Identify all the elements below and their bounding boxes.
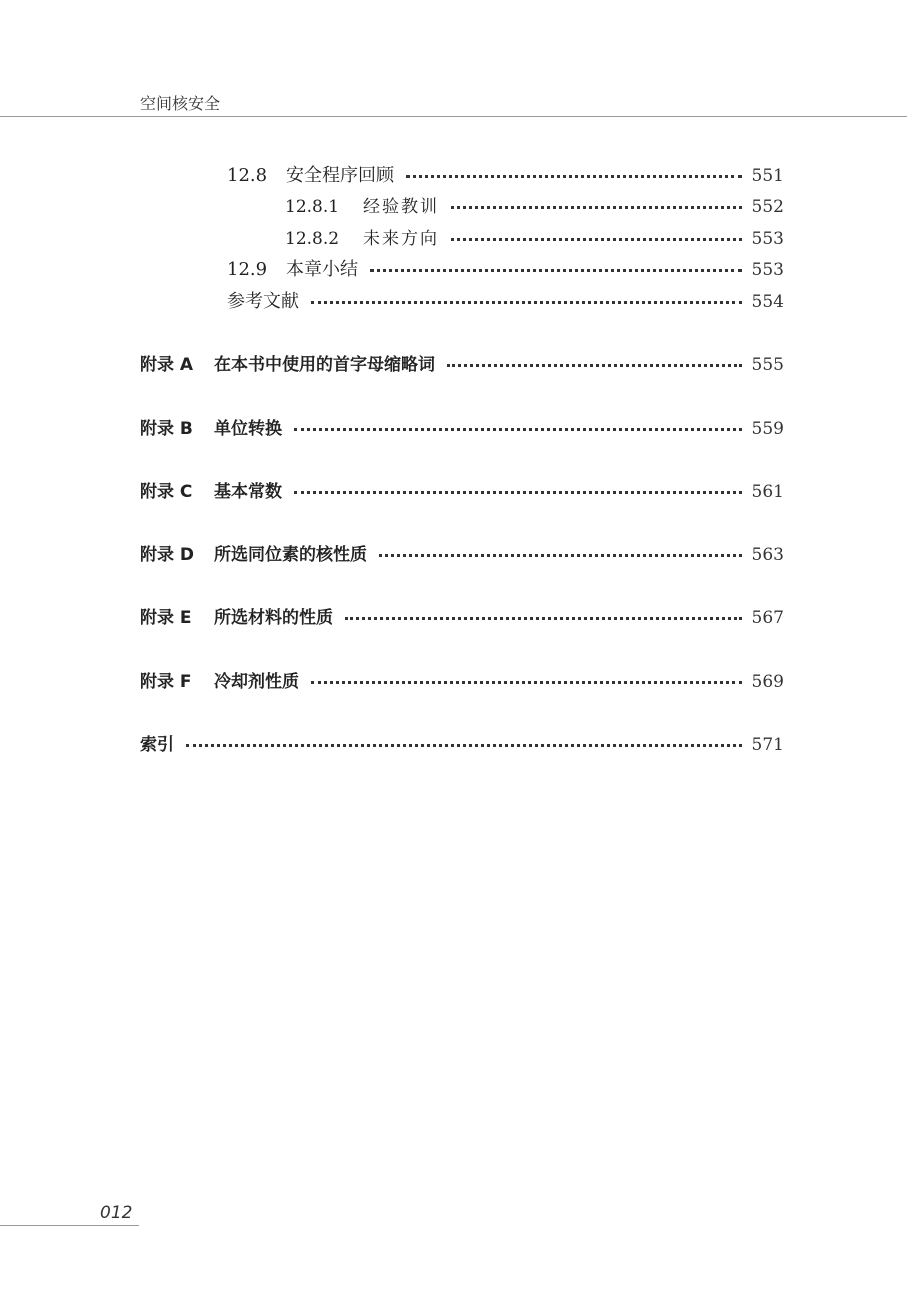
toc-entry-12-8-2[interactable]: [285, 227, 784, 251]
dot-leader: [311, 301, 742, 304]
dot-leader: [451, 206, 742, 209]
dot-leader: [447, 364, 742, 367]
toc-entry-index[interactable]: [140, 733, 784, 757]
toc-entry-number: 附录 C: [140, 482, 193, 502]
toc-entry-12-8[interactable]: [227, 164, 784, 188]
toc-entry-title: 安全程序回顾: [286, 165, 394, 186]
toc-entry-number: 附录 B: [140, 419, 193, 439]
toc-entry-appendix-c[interactable]: [140, 480, 784, 504]
toc-entry-appendix-b[interactable]: [140, 417, 784, 441]
running-header-title: 空间核安全: [140, 94, 221, 113]
dot-leader: [294, 428, 742, 431]
toc-entry-page: 559: [751, 419, 784, 439]
toc-entry-title: 参考文献: [227, 291, 299, 312]
toc-entry-page: 567: [751, 608, 784, 628]
toc-entry-title: 在本书中使用的首字母缩略词: [214, 355, 435, 375]
toc-entry-page: 554: [751, 292, 784, 312]
toc-entry-page: 561: [751, 482, 784, 502]
toc-entry-number: 12.8.2: [285, 229, 340, 249]
toc-entry-title: 索引: [140, 735, 174, 755]
dot-leader: [311, 681, 742, 684]
dot-leader: [379, 554, 742, 557]
toc-entry-number: 附录 A: [140, 355, 194, 375]
dot-leader: [406, 175, 742, 178]
dot-leader: [370, 269, 742, 272]
toc-entry-page: 552: [751, 197, 784, 217]
toc-entry-title: 本章小结: [286, 259, 358, 280]
dot-leader: [345, 617, 742, 620]
toc-entry-number: 附录 D: [140, 545, 195, 565]
header-rule: [0, 116, 907, 117]
toc-entry-page: 551: [751, 166, 784, 186]
dot-leader: [186, 744, 742, 747]
toc-entry-title: 所选同位素的核性质: [214, 545, 367, 565]
dot-leader: [451, 238, 742, 241]
toc-entry-appendix-e[interactable]: [140, 606, 784, 630]
page-number: 012: [100, 1203, 133, 1223]
footer-rule: [0, 1225, 139, 1226]
toc-entry-page: 569: [751, 672, 784, 692]
toc-entry-title: 单位转换: [214, 419, 282, 439]
toc-entry-title: 基本常数: [214, 482, 282, 502]
toc-entry-number: 附录 E: [140, 608, 192, 628]
toc-entry-title: 经验教训: [363, 197, 439, 217]
toc-entry-number: 附录 F: [140, 672, 192, 692]
toc-entry-12-9[interactable]: [227, 258, 784, 282]
toc-entry-number: 12.8.1: [285, 197, 340, 217]
toc-entry-references[interactable]: [227, 290, 784, 314]
toc-entry-number: 12.9: [227, 259, 268, 280]
toc-entry-page: 563: [751, 545, 784, 565]
toc-entry-appendix-a[interactable]: [140, 353, 784, 377]
toc-entry-12-8-1[interactable]: [285, 195, 784, 219]
toc-entry-title: 所选材料的性质: [214, 608, 333, 628]
toc-entry-appendix-f[interactable]: [140, 670, 784, 694]
toc-entry-page: 553: [751, 229, 784, 249]
toc-entry-title: 未来方向: [363, 229, 439, 249]
toc-entry-appendix-d[interactable]: [140, 543, 784, 567]
toc-entry-title: 冷却剂性质: [214, 672, 299, 692]
toc-entry-number: 12.8: [227, 165, 268, 186]
toc-entry-page: 553: [751, 260, 784, 280]
dot-leader: [294, 491, 742, 494]
toc-entry-page: 555: [751, 355, 784, 375]
toc-entry-page: 571: [751, 735, 784, 755]
